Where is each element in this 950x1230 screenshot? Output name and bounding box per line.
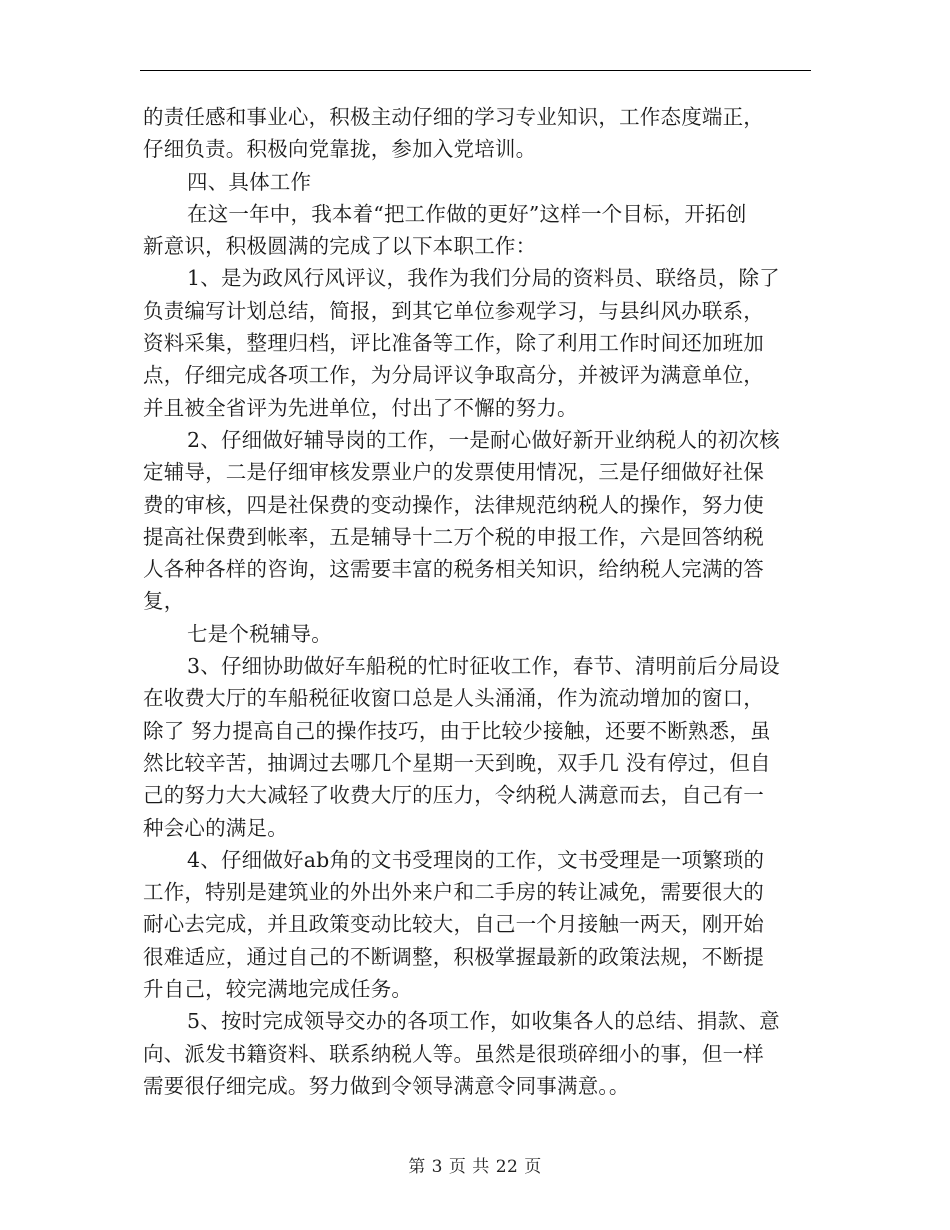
text-line: 复， — [143, 589, 185, 614]
text-line: 并且被全省评为先进单位，付出了不懈的努力。 — [143, 395, 578, 420]
text-line: 2、仔细做好辅导岗的工作，一是耐心做好新开业纳税人的初次核 — [187, 427, 780, 452]
text-line: 的责任感和事业心，积极主动仔细的学习专业知识，工作态度端正， — [143, 105, 764, 129]
text-line: 向、派发书籍资料、联系纳税人等。虽然是很琐碎细小的事，但一样 — [143, 1041, 764, 1066]
text-line: 七是个税辅导。 — [187, 621, 332, 646]
text-line: 需要很仔细完成。努力做到令领导满意令同事满意。。 — [143, 1073, 630, 1098]
text-line: 4、仔细做好ab角的文书受理岗的工作，文书受理是一项繁琐的 — [187, 847, 765, 872]
text-line: 很难适应，通过自己的不断调整，积极掌握最新的政策法规，不断提 — [143, 944, 764, 969]
text-line: 工作，特别是建筑业的外出外来户和二手房的转让减免，需要很大的 — [143, 880, 764, 905]
text-line: 费的审核，四是社保费的变动操作，法律规范纳税人的操作，努力使 — [143, 492, 764, 517]
text-line: 人各种各样的咨询，这需要丰富的税务相关知识，给纳税人完满的答 — [143, 557, 764, 582]
text-line: 除了 努力提高自己的操作技巧，由于比较少接触，还要不断熟悉，虽 — [143, 718, 771, 743]
text-line: 负责编写计划总结，简报，到其它单位参观学习，与县纠风办联系， — [143, 298, 764, 323]
text-line: 3、仔细协助做好车船税的忙时征收工作，春节、清明前后分局设 — [187, 654, 780, 679]
page-footer: 第 3 页 共 22 页 — [408, 1157, 542, 1177]
text-line: 提高社保费到帐率，五是辅导十二万个税的申报工作，六是回答纳税 — [143, 524, 764, 549]
text-line: 点，仔细完成各项工作，为分局评议争取高分，并被评为满意单位， — [143, 363, 764, 388]
body-text — [143, 101, 807, 1102]
text-line: 在收费大厅的车船税征收窗口总是人头涌涌，作为流动增加的窗口， — [143, 686, 764, 711]
text-line: 升自己，较完满地完成任务。 — [143, 977, 413, 1002]
text-line: 己的努力大大减轻了收费大厅的压力，令纳税人满意而去，自己有一 — [143, 783, 764, 808]
text-line: 新意识，积极圆满的完成了以下本职工作： — [143, 234, 537, 259]
text-line: 种会心的满足。 — [143, 815, 288, 840]
text-line: 在这一年中，我本着“把工作做的更好”这样一个目标，开拓创 — [187, 201, 747, 226]
text-line: 四、具体工作 — [187, 169, 312, 194]
text-line: 定辅导，二是仔细审核发票业户的发票使用情况，三是仔细做好社保 — [143, 460, 764, 485]
text-line: 资料采集，整理归档，评比准备等工作，除了利用工作时间还加班加 — [143, 331, 764, 356]
text-line: 仔细负责。积极向党靠拢，参加入党培训。 — [143, 137, 537, 162]
header-rule — [140, 70, 811, 71]
text-line: 5、按时完成领导交办的各项工作，如收集各人的总结、捐款、意 — [187, 1009, 780, 1034]
text-line: 1、是为政风行风评议，我作为我们分局的资料员、联络员，除了 — [187, 266, 780, 291]
text-line: 然比较辛苦，抽调过去哪几个星期一天到晚，双手几 没有停过，但自 — [143, 750, 771, 775]
text-line: 耐心去完成，并且政策变动比较大，自己一个月接触一两天，刚开始 — [143, 912, 764, 937]
